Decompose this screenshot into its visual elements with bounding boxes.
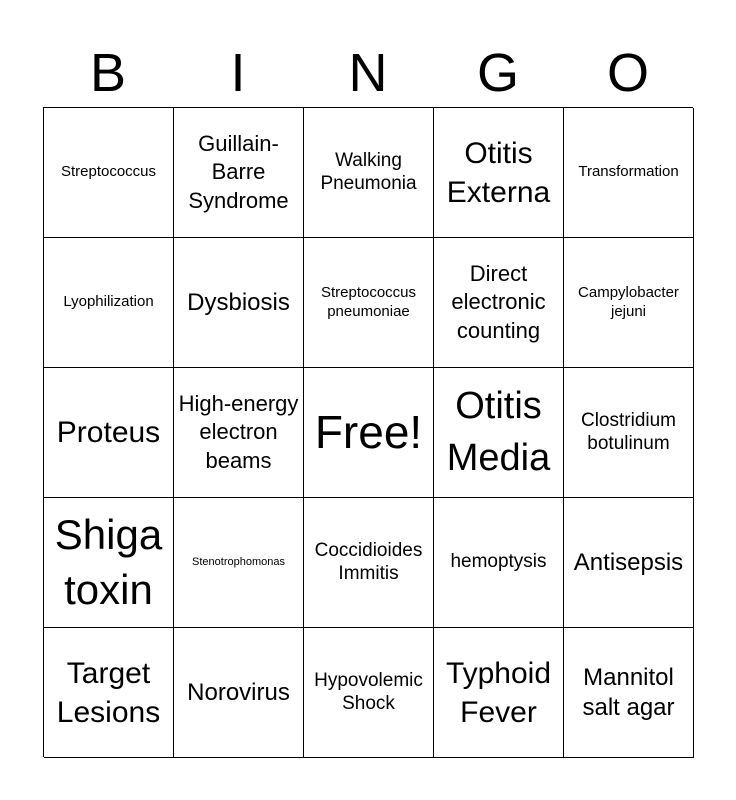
cell-label: Stenotrophomonas	[192, 555, 285, 568]
cell-label: Direct electronic counting	[451, 260, 546, 343]
cell-label: Shiga toxin	[54, 510, 163, 613]
header-letter-i: I	[230, 43, 246, 103]
bingo-cell[interactable]	[434, 498, 564, 628]
bingo-cell[interactable]	[564, 108, 694, 238]
bingo-cell[interactable]	[174, 628, 304, 758]
header-letter-o: O	[606, 43, 649, 103]
bingo-card-grid	[43, 107, 693, 757]
cell-label: Transformation	[578, 163, 679, 181]
bingo-cell[interactable]	[434, 108, 564, 238]
cell-label: Hypovolemic Shock	[314, 669, 423, 714]
free-space-cell[interactable]	[304, 368, 434, 498]
cell-label: High-energy electron beams	[178, 390, 299, 473]
bingo-cell[interactable]	[174, 368, 304, 498]
cell-label: Proteus	[56, 416, 161, 449]
bingo-cell[interactable]	[44, 498, 174, 628]
cell-label: Campylobacter jejuni	[578, 283, 679, 320]
cell-label: Otitis Media	[446, 385, 551, 479]
bingo-cell[interactable]	[174, 498, 304, 628]
cell-label: Streptococcus	[60, 163, 157, 181]
bingo-cell[interactable]	[304, 108, 434, 238]
cell-label: Dysbiosis	[187, 288, 290, 316]
bingo-header	[43, 40, 693, 106]
bingo-cell[interactable]	[174, 238, 304, 368]
bingo-cell[interactable]	[44, 108, 174, 238]
cell-label: Norovirus	[187, 678, 290, 706]
header-letter-n: N	[348, 43, 388, 103]
free-space-label: Free!	[314, 405, 423, 458]
bingo-cell[interactable]	[304, 498, 434, 628]
bingo-cell[interactable]	[434, 628, 564, 758]
bingo-cell[interactable]	[44, 628, 174, 758]
header-letter-g: G	[476, 43, 519, 103]
cell-label: Streptococcus pneumoniae	[320, 283, 417, 320]
bingo-cell[interactable]	[304, 238, 434, 368]
bingo-cell[interactable]	[44, 238, 174, 368]
cell-label: Lyophilization	[63, 293, 154, 311]
cell-label: Mannitol salt agar	[582, 663, 675, 721]
header-letter-b: B	[89, 43, 127, 103]
cell-label: Typhoid Fever	[445, 656, 552, 729]
bingo-cell[interactable]	[564, 368, 694, 498]
cell-label: Antisepsis	[573, 548, 684, 576]
bingo-cell[interactable]	[434, 368, 564, 498]
bingo-cell[interactable]	[564, 498, 694, 628]
cell-label: Target Lesions	[56, 656, 161, 729]
bingo-cell[interactable]	[434, 238, 564, 368]
cell-label: Coccidioides Immitis	[314, 539, 423, 584]
bingo-cell[interactable]	[174, 108, 304, 238]
bingo-cell[interactable]	[564, 238, 694, 368]
bingo-cell[interactable]	[44, 368, 174, 498]
cell-label: Walking Pneumonia	[320, 149, 417, 194]
cell-label: Clostridium botulinum	[580, 409, 677, 454]
cell-label: Guillain-Barre Syndrome	[188, 130, 289, 213]
bingo-cell[interactable]	[304, 628, 434, 758]
cell-label: Otitis Externa	[446, 136, 551, 209]
cell-label: hemoptysis	[450, 551, 547, 573]
bingo-cell[interactable]	[564, 628, 694, 758]
